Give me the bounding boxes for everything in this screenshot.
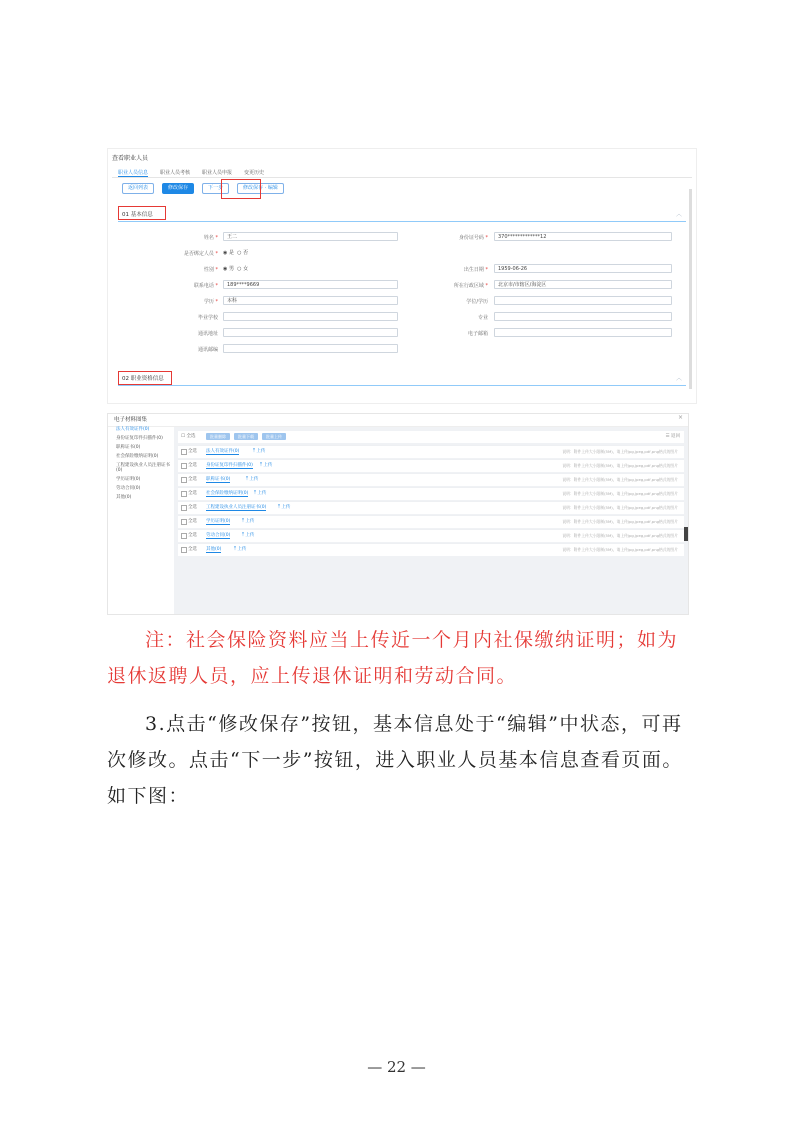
batch-delete-button[interactable]: 批量删除 (206, 433, 230, 440)
tab-history[interactable]: 变更历史 (244, 170, 265, 176)
note-paragraph: 注：社会保险资料应当上传近一个月内社保缴纳证明；如为退休返聘人员，应上传退休证明和劳动合同。 (107, 629, 679, 687)
degree-field[interactable] (494, 296, 672, 305)
tab-divider (112, 177, 692, 178)
upload-button[interactable]: ⤒ 上传 (242, 533, 255, 538)
close-icon[interactable]: × (677, 414, 683, 421)
birth-field[interactable]: 1959-06-26 (494, 264, 672, 273)
region-label: 所在行政区域 * (453, 283, 488, 289)
edu-select[interactable]: 本科 (223, 296, 398, 305)
sidebar-item[interactable]: 职称证书(0) (116, 445, 141, 450)
sidebar-item[interactable]: 劳动合同(0) (116, 486, 141, 491)
gender-radios[interactable]: ◉ 男 ○ 女 (223, 266, 249, 272)
checkbox[interactable] (181, 477, 187, 483)
address-label: 通讯地址 (197, 331, 218, 337)
checkbox[interactable] (181, 533, 187, 539)
save-button[interactable]: 修改保存 (162, 183, 194, 194)
table-row: 全选 职称证书(0) ⤒ 上传 说明：附件上传大小限制(5M)，请上传jpg,jpeg,pdf,png格式的图片 (178, 473, 684, 486)
upload-button[interactable]: ⤒ 上传 (253, 449, 266, 454)
idnum-label: 身份证号码 * (458, 235, 488, 241)
tab-apply[interactable]: 职业人员申报 (202, 170, 233, 176)
shot1-tabs (118, 169, 264, 177)
page-number: — 22 — (367, 1058, 426, 1076)
batch-download-button[interactable]: 批量下载 (234, 433, 258, 440)
sidebar-item[interactable]: 学历证明(0) (116, 477, 141, 482)
phone-label: 联系电话 * (193, 283, 218, 289)
scrollbar[interactable] (689, 189, 692, 389)
sidebar-item[interactable]: 法人有效证件(0) (116, 427, 150, 432)
tab-assess[interactable]: 职业人员考核 (160, 170, 191, 176)
address-field[interactable] (223, 328, 398, 337)
email-field[interactable] (494, 328, 672, 337)
region-select[interactable]: 北京市/市辖区/海淀区 (494, 280, 672, 289)
table-row: 全选 社会保险缴纳证明(0) ⤒ 上传 说明：附件上传大小限制(5M)，请上传jpg,jpeg,pdf,png格式的图片 (178, 487, 684, 500)
checkbox[interactable] (181, 519, 187, 525)
select-all[interactable]: ☐ 全选 (181, 434, 196, 439)
section-qualification (118, 371, 686, 386)
degree-label: 学位/学历 (466, 299, 488, 305)
materials-toolbar (178, 431, 684, 443)
table-row: 全选 劳动合同(0) ⤒ 上传 说明：附件上传大小限制(5M)，请上传jpg,jpeg,pdf,png格式的图片 (178, 529, 684, 542)
idnum-field[interactable]: 370*************12 (494, 232, 672, 241)
table-row: 全选 其他(0) ⤒ 上传 说明：附件上传大小限制(5M)，请上传jpg,jpeg,pdf,png格式的图片 (178, 543, 684, 556)
checkbox[interactable] (181, 505, 187, 511)
phone-field[interactable]: 189****9669 (223, 280, 398, 289)
sidebar-item[interactable]: 其他(0) (116, 495, 132, 500)
back-button[interactable]: 返回列表 (122, 183, 154, 194)
section-basic-label: 01 基本信息 (122, 212, 153, 218)
upload-button[interactable]: ⤒ 上传 (260, 463, 273, 468)
materials-sidebar (108, 427, 172, 614)
upload-button[interactable]: ⤒ 上传 (278, 505, 291, 510)
screenshot-materials (107, 413, 689, 615)
name-field[interactable]: 王二 (223, 232, 398, 241)
upload-button[interactable]: ⤒ 上传 (234, 547, 247, 552)
shot1-title: 查看职业人员 (112, 155, 149, 162)
major-field[interactable] (494, 312, 672, 321)
chevron-up-icon[interactable]: ︿ (675, 375, 682, 382)
highlight-box-edit (221, 179, 261, 199)
upload-button[interactable]: ⤒ 上传 (254, 491, 267, 496)
table-row: 全选 工程建设执业人员注册证书(0) ⤒ 上传 说明：附件上传大小限制(5M)，请上传jpg,jpeg,pdf,png格式的图片 (178, 501, 684, 514)
highlight-box-section1 (118, 206, 166, 220)
tab-info[interactable]: 职业人员信息 (118, 170, 149, 176)
edu-label: 学历 * (203, 299, 218, 305)
chevron-up-icon[interactable]: ︿ (675, 211, 682, 218)
highlight-box-section2 (118, 371, 172, 385)
checkbox[interactable] (181, 463, 187, 469)
gender-label: 性别 * (203, 267, 218, 273)
upload-button[interactable]: ⤒ 上传 (246, 477, 259, 482)
email-label: 电子邮箱 (467, 331, 488, 337)
side-handle[interactable] (684, 527, 689, 541)
sidebar-item[interactable]: 工程建设执业人员注册证书(0) (116, 463, 170, 473)
checkbox[interactable] (181, 491, 187, 497)
registered-radios[interactable]: ◉ 是 ○ 否 (223, 250, 249, 256)
checkbox[interactable] (181, 449, 187, 455)
table-row: 全选 学历证明(0) ⤒ 上传 说明：附件上传大小限制(5M)，请上传jpg,jpeg,pdf,png格式的图片 (178, 515, 684, 528)
table-row: 全选 身份证复印件扫描件(0) ⤒ 上传 说明：附件上传大小限制(5M)，请上传jpg,jpeg,pdf,png格式的图片 (178, 459, 684, 472)
materials-main (174, 427, 688, 614)
step3-paragraph: 3.点击“修改保存”按钮，基本信息处于“编辑”中状态，可再次修改。点击“下一步”按钮，进入职业人员基本信息查看页面。如下图： (107, 713, 683, 807)
sidebar-item[interactable]: 身份证复印件扫描件(0) (116, 436, 163, 441)
table-row: 全选 法人有效证件(0) ⤒ 上传 说明：附件上传大小限制(5M)，请上传jpg,jpeg,pdf,png格式的图片 (178, 445, 684, 458)
materials-title: 电子材料图集 (108, 414, 688, 427)
return-link[interactable]: ☰ 返回 (665, 434, 680, 439)
registered-label: 是否绑定人员 * (183, 251, 218, 257)
major-label: 专业 (477, 315, 488, 321)
batch-upload-button[interactable]: 批量上传 (262, 433, 286, 440)
next-button[interactable]: 下一步 (202, 183, 229, 194)
school-label: 毕业学校 (197, 315, 218, 321)
birth-label: 出生日期 * (463, 267, 488, 273)
postal-field[interactable] (223, 344, 398, 353)
checkbox[interactable] (181, 547, 187, 553)
name-label: 姓名 * (203, 235, 218, 241)
upload-button[interactable]: ⤒ 上传 (242, 519, 255, 524)
screenshot-basic-info (107, 148, 697, 404)
sidebar-item[interactable]: 社会保险缴纳证明(0) (116, 454, 159, 459)
postal-label: 通讯邮编 (197, 347, 218, 353)
school-field[interactable] (223, 312, 398, 321)
section-qualification-label: 02 职业资格信息 (122, 376, 164, 382)
save-edit-button[interactable]: 修改保存 · 编辑 (237, 183, 284, 194)
section-basic (118, 207, 686, 222)
